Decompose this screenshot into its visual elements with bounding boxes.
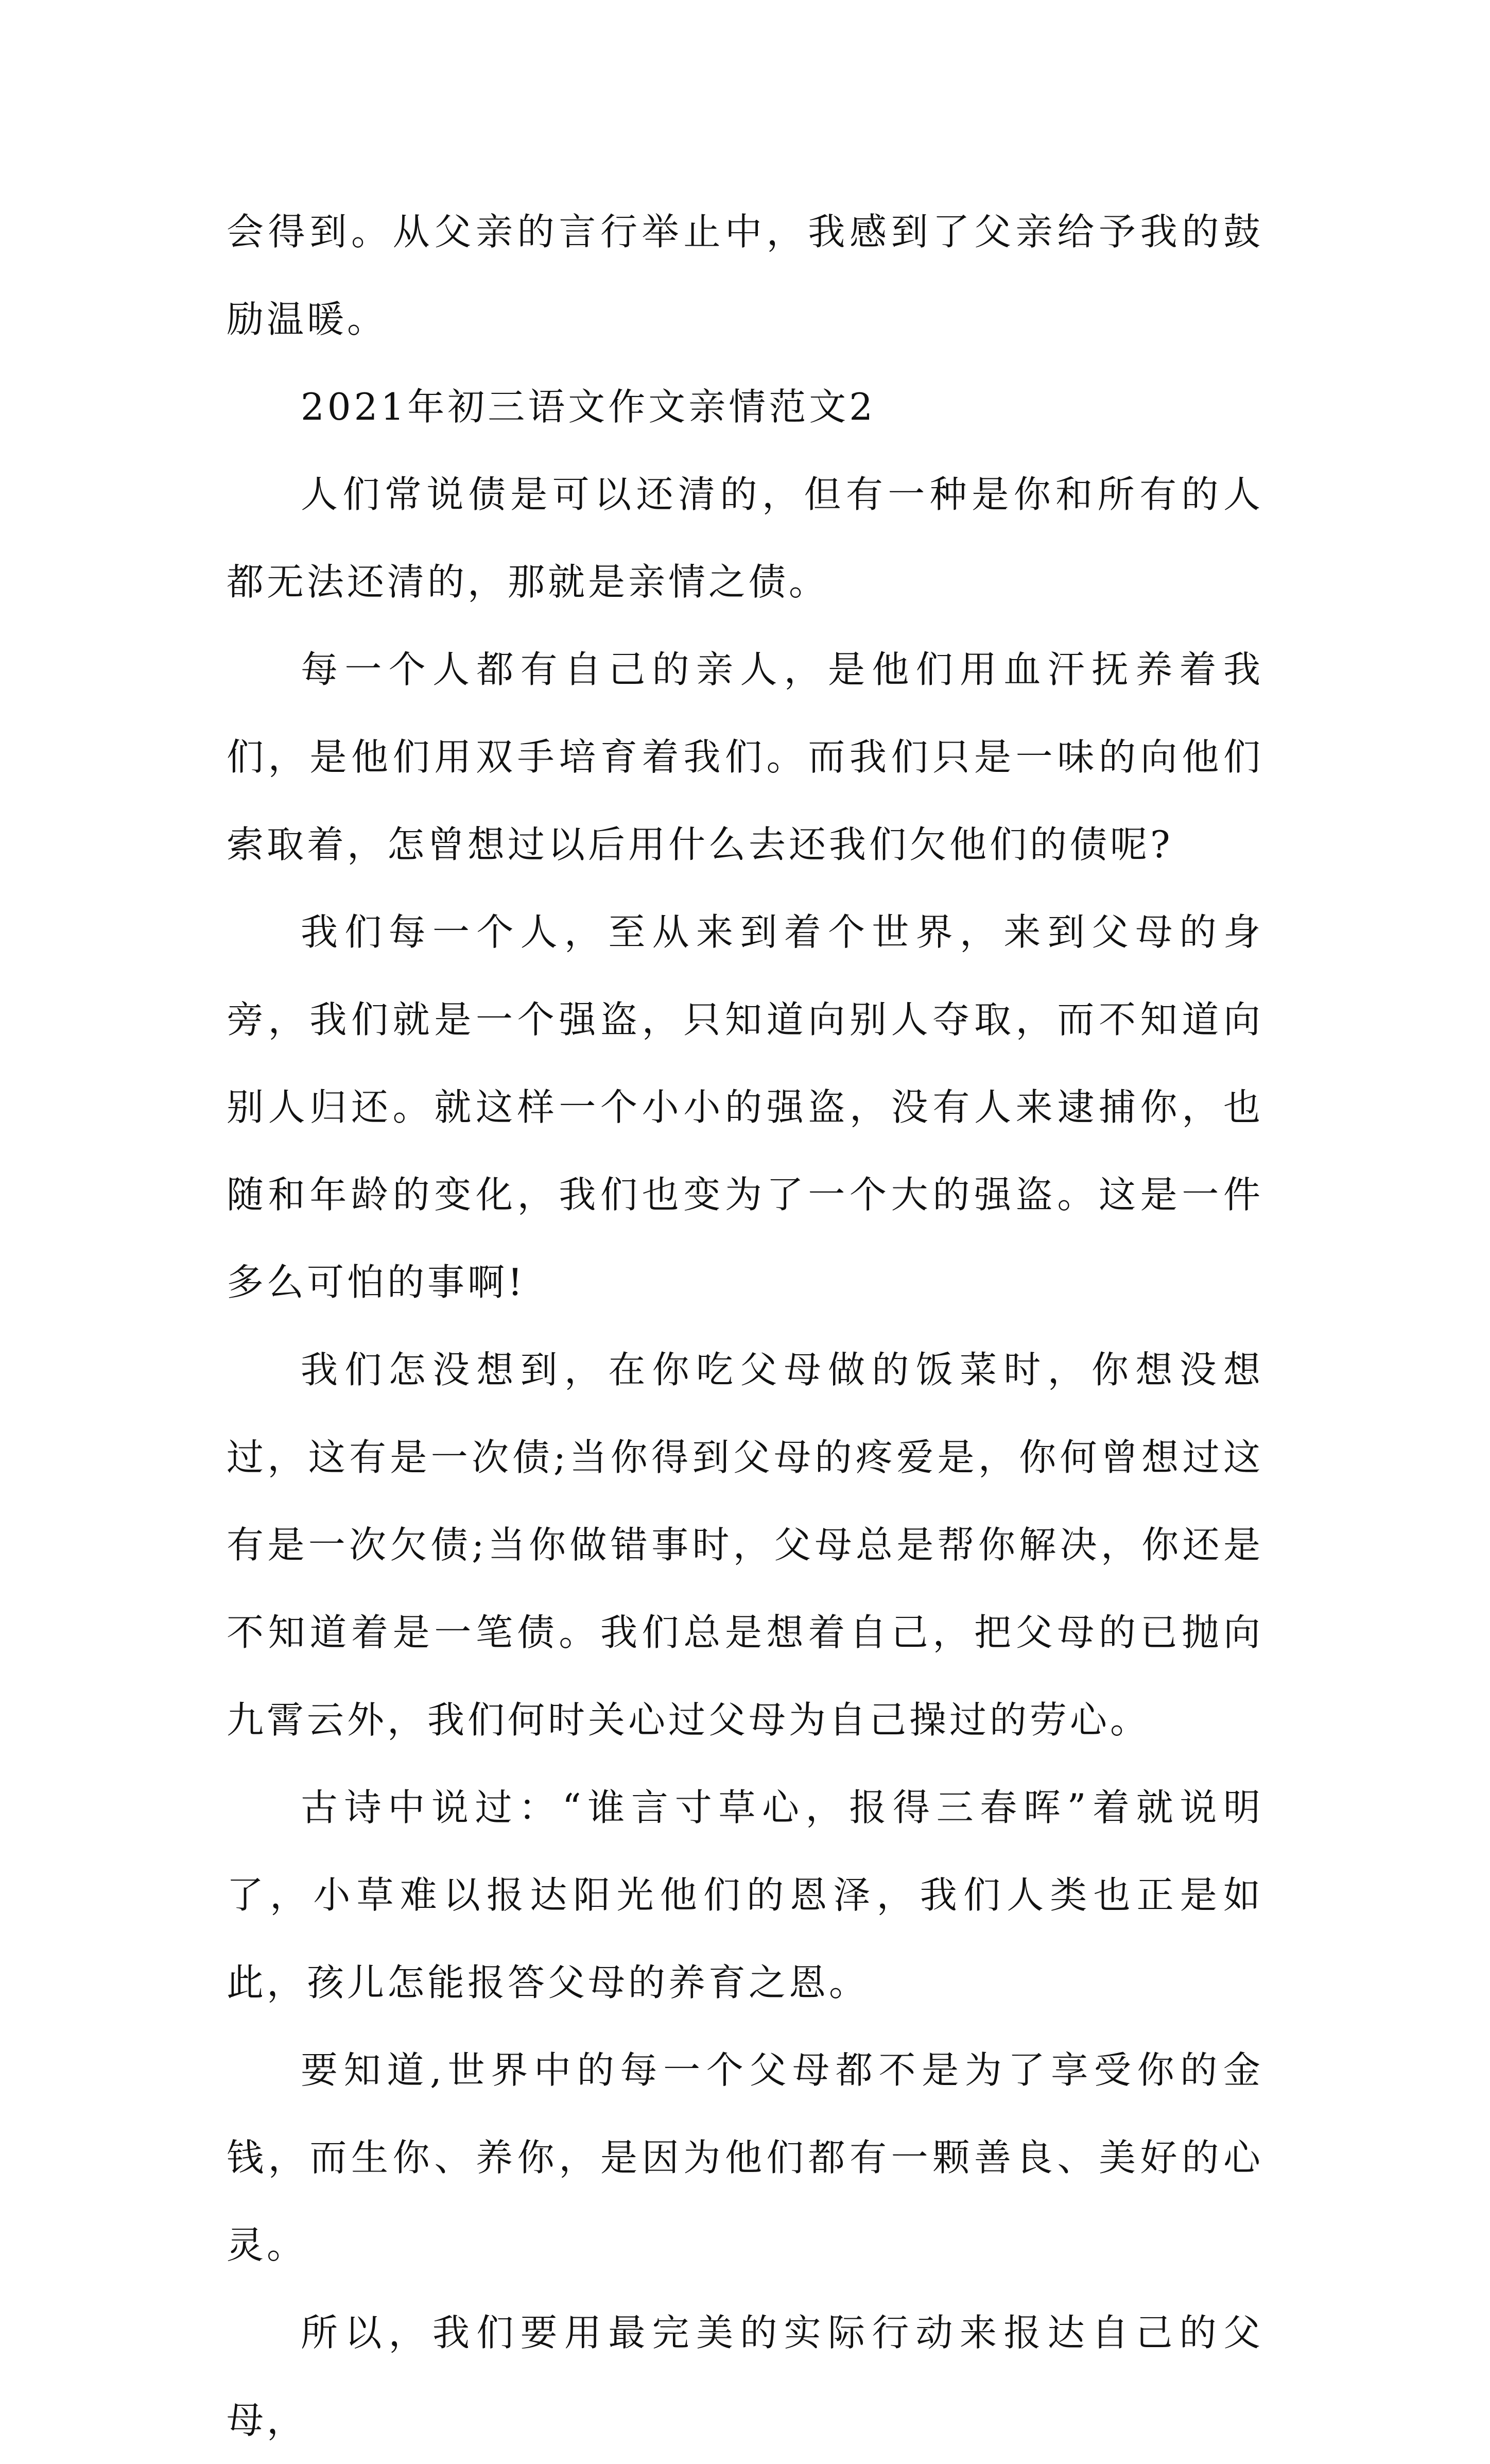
paragraph: 人们常说债是可以还清的，但有一种是你和所有的人都无法还清的，那就是亲情之债。 [227, 473, 1263, 604]
document-body [227, 188, 1263, 2464]
paragraph: 古诗中说过：“谁言寸草心，报得三春晖”着就说明了，小草难以报达阳光他们的恩泽，我们人类也正是如此，孩儿怎能报答父母的养育之恩。 [227, 1786, 1263, 2004]
essay-title: 2021年初三语文作文亲情范文2 [301, 385, 876, 428]
paragraph: 我们怎没想到，在你吃父母做的饭菜时，你想没想过，这有是一次债;当你得到父母的疼爱是，你何曾想过这有是一次欠债;当你做错事时，父母总是帮你解决，你还是不知道着是一笔债。我们总是想着自己，把父母的已抛向九霄云外，我们何时关心过父母为自己操过的劳心。 [227, 1348, 1263, 1742]
paragraph: 要知道,世界中的每一个父母都不是为了享受你的金钱，而生你、养你，是因为他们都有一颗善良、美好的心灵。 [227, 2048, 1263, 2267]
paragraph: 所以，我们要用最完美的实际行动来报达自己的父母， [227, 2311, 1263, 2442]
paragraph-continuation: 会得到。从父亲的言行举止中，我感到了父亲给予我的鼓励温暖。 [227, 210, 1263, 341]
paragraph: 每一个人都有自己的亲人，是他们用血汗抚养着我们，是他们用双手培育着我们。而我们只是一味的向他们索取着，怎曾想过以后用什么去还我们欠他们的债呢? [227, 648, 1263, 866]
paragraph: 我们每一个人，至从来到着个世界，来到父母的身旁，我们就是一个强盗，只知道向别人夺取，而不知道向别人归还。就这样一个小小的强盗，没有人来逮捕你，也随和年龄的变化，我们也变为了一个大的强盗。这是一件多么可怕的事啊! [227, 910, 1263, 1304]
